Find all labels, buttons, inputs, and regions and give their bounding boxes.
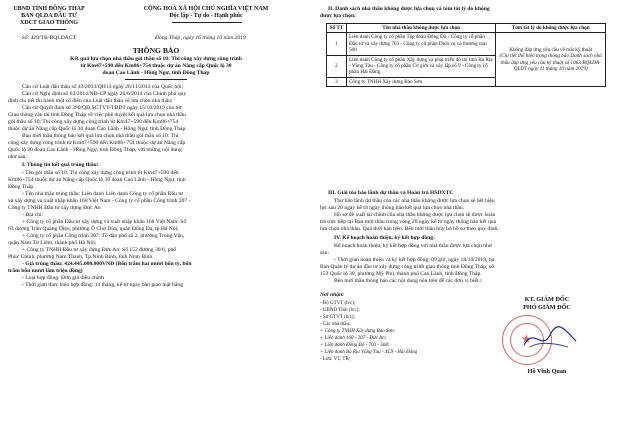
bidder-name: Công ty TNHH Xây dựng Bảo Sơn	[346, 77, 495, 86]
section-1-heading: I. Thông tin kết quả trúng thầu:	[22, 162, 99, 168]
section-2-heading: II. Danh sách nhà thầu không được lựa chọn và tóm tắt lý do không	[328, 6, 490, 12]
item-line: - Địa chỉ:	[22, 212, 44, 218]
item-line: 63 đường Trần Quang Diệu, phường Ô Chợ Dừa, quận Đống Đa, tp Hà Nội;	[8, 226, 179, 232]
item-line: Công ty TNHH Đầu tư xây dựng Đức An	[8, 205, 101, 211]
sec3-line: Hồ sơ đề xuất tài chính của nhà thầu không được lựa chọn sẽ được hoàn	[334, 212, 496, 218]
sec4-line: Bên mời thầu thông báo các nội dung nêu trên để các đơn vị biết./.	[334, 278, 483, 284]
recipient-item: + Liên danh Bà Rịa Vũng Tàu - XL9 - Hải Đăng	[320, 350, 418, 355]
sec4-line: 153 Quốc lộ 30, phường Mỹ Phú, thành phố Cao Lãnh, tỉnh Đồng Tháp.	[320, 271, 482, 277]
sec3-line: trả trực tiếp tại Ban mời thầu trong vòng 20 ngày kể từ ngày thông báo kết quả	[320, 219, 497, 225]
item-line: + Công ty cổ phần Đầu tư xây dựng và xuất nhập khẩu 168 Việt Nam: Số	[22, 219, 187, 225]
item-line: Đồng Tháp.	[8, 184, 35, 190]
org-divider	[30, 29, 66, 30]
body-line: Căn cứ Quyết định số 390/QĐ.SGTVT-TĐDT ngày 15/10/2019 của Sở	[22, 105, 182, 111]
body-line: thuộc dự án Nâng cấp Quốc lộ 30 đoạn Cao Lãnh - Hồng Ngự, tỉnh Đồng Tháp.	[8, 126, 187, 132]
recipient-item: - Sở GTVT (b/c);	[320, 315, 355, 320]
recipients-title: Nơi nhận:	[320, 292, 344, 298]
sec4-line: sau:	[320, 250, 330, 256]
item-line: quận Nam Từ Liêm, thành phố Hà Nội;	[8, 240, 97, 246]
table-row	[327, 33, 606, 55]
rejected-bidders-table	[326, 23, 606, 87]
section-4-heading: IV. Kế hoạch hoàn thiện, ký kết hợp đồng:	[334, 235, 435, 241]
recipient-item: - Các nhà thầu:	[320, 322, 351, 327]
notice-title: THÔNG BÁO	[132, 46, 180, 55]
body-line: định chi tiết thi hành một số điều của Luật đấu thầu về lựa chọn nhà thầu;	[8, 98, 173, 104]
rejection-reason	[496, 33, 606, 87]
republic-header: CỘNG HOÀ XÃ HỘI CHỦ NGHĨA VIỆT NAM	[143, 6, 269, 12]
item-line: - Loại hợp đồng: Đơn giá điều chỉnh	[22, 275, 104, 281]
section-3-heading: III. Giải tỏa bảo lãnh dự thầu và Hoàn trả HSDXTC	[328, 190, 454, 196]
body-line: gói thầu số 10: Thi công xây dựng công trình từ Km47+590 đến Km86+754	[8, 119, 179, 125]
signer-name: Hồ Vĩnh Quan	[527, 368, 567, 375]
body-line: Căn cứ Luật đấu thầu số 43/2013/QH13 ngày 26/11/2013 của Quốc hội;	[22, 84, 184, 90]
reason-detail: (Chi tiết thể hiện trong thông báo Danh sách nhà thầu đáp ứng yêu cầu kỹ thuật số 1063/BQLDA-QLDT ngày 11 tháng 10 năm 2019)	[499, 53, 602, 73]
item-line: Phúc Chỉnh, phường Nam Thành, Tp.Ninh Bình, tỉnh Ninh Bình	[8, 254, 153, 260]
bid-price-line: - Giá trúng thầu: 424.445.000.000VNĐ (Bốn trăm hai mươi bốn tỷ, bốn	[22, 261, 192, 267]
sec4-line: - Thời gian hoàn thiện và ký kết hợp đồng: 09 giờ, ngày 18/10/2019, tại	[334, 257, 495, 263]
org-subname: BAN QLDA ĐẦU TƯ	[21, 13, 77, 19]
org-name: UBND TỈNH ĐỒNG THÁP	[13, 6, 85, 12]
item-line: - Thời gian thực hiện hợp đồng: 14 tháng, kể từ ngày bàn giao mặt bằng	[22, 282, 184, 288]
item-line: + Công ty TNHH Đầu tư xây dựng Đức An: Số 152 đường 30/6, phố	[22, 247, 177, 253]
section-2-heading-cont: được lựa chọn:	[320, 13, 356, 19]
sec3-line: lực sau 20 ngày kể từ ngày thông báo kết quả lựa chọn nhà thầu.	[320, 205, 465, 211]
body-line: Căn cứ Nghị định số 63/2014/NĐ-CP ngày 26/6/2014 của Chính phủ quy	[22, 91, 187, 97]
motto: Độc lập - Tự do - Hạnh phúc	[169, 13, 243, 19]
row-number: 2	[327, 55, 347, 77]
motto-divider	[172, 22, 242, 23]
body-line: như sau:	[8, 154, 28, 160]
doc-number: Số: 429/TB-BQLDAGT	[21, 35, 77, 41]
subtitle-line-1: Kết quả lựa chọn nhà thầu gói thầu số 10: Thi công xây dựng công trình	[70, 56, 242, 62]
item-line: và xây dựng và xuất nhập khẩu 168 Việt Nam - Công ty cổ phần Công trình 207 -	[8, 198, 191, 204]
recipient-item: + Công ty TNHH Xây dựng Bảo Sơn;	[320, 329, 396, 334]
bidder-name: Liên danh Công ty cổ phần Tập đoàn Đông Đô - Công ty cổ phần Đầu tư và xây dựng 703 - Công ty cổ phần Dịch vụ và thương mại 568	[346, 33, 495, 55]
title-divider	[125, 79, 187, 80]
bid-price-line: trăm bốn mươi lăm triệu đồng)	[8, 268, 83, 274]
recipient-item: + Liên danh Đông Đô - 703 - 568;	[320, 343, 390, 348]
col-header-reason: Tóm tắt lý do không được lựa chọn	[496, 24, 606, 33]
recipient-item: + Liên danh 168 - 207 - Đức An;	[320, 336, 387, 341]
item-line: Km86+754 thuộc dự án Nâng cấp Quốc lộ 30 đoạn Cao Lãnh - Hồng Ngự, tỉnh	[8, 177, 186, 183]
item-line: - Tên nhà thầu trúng thầu: Liên danh Liên danh Công ty cổ phần Đầu tư	[22, 191, 183, 197]
sec3-line: Thư bảo lãnh dự thầu của các nhà thầu không được lựa chọn sẽ hết hiệu	[334, 198, 495, 204]
sec3-line: lựa chọn nhà thầu. Quá thời hạn trên, Bên mời thầu hủy bỏ hồ sơ theo quy định.	[320, 226, 499, 232]
body-line: Quốc lộ 30 đoạn Cao Lãnh - Hồng Ngự, tỉnh Đồng Tháp, với những nội dung	[8, 147, 182, 153]
star-icon: ★	[521, 332, 532, 346]
recipient-item: - Lưu: VT, TR;	[320, 357, 351, 362]
sec4-line: Ban Quản lý dự án đầu tư xây dựng công trình giao thông tỉnh Đồng Tháp, số	[320, 264, 494, 270]
body-line: công xây dựng công trình từ Km47+590 đến Km86+754 thuộc dự án Nâng cấp	[8, 140, 186, 146]
subtitle-line-3: đoạn Cao Lãnh - Hồng Ngự, tỉnh Đồng Tháp	[102, 70, 210, 76]
table-header-row	[327, 24, 606, 33]
recipient-item: - Bộ GTVT (b/c);	[320, 301, 356, 306]
body-line: Ban mời thầu thông báo kết quả lựa chọn nhà thầu gói thầu số 10: Thi	[22, 133, 179, 139]
bidder-name: Liên danh Công ty cổ phần Xây dựng và phát triển đô thị tỉnh Bà Rịa - Vũng Tàu - Công ty cổ phần Cơ giới và xây lắp số 9 - Công ty cổ phần Hải Đăng	[346, 55, 495, 77]
recipient-item: - UBND Tỉnh (b/c);	[320, 308, 360, 313]
right-page	[312, 0, 624, 432]
body-line: Giao thông vận tải tỉnh Đồng Tháp về việc phê duyệt kết quả lựa chọn nhà thầu	[8, 112, 186, 118]
signer-role-2: PHÓ GIÁM ĐỐC	[523, 304, 571, 311]
col-header-name: Tên nhà thầu không được lựa chọn	[346, 24, 495, 33]
row-number: 1	[327, 33, 347, 55]
signature-mark	[520, 325, 580, 353]
col-header-no: Số TT	[327, 24, 347, 33]
sec4-line: Kế hoạch hoàn thiện, ký kết hợp đồng với nhà thầu được lựa chọn như	[334, 243, 492, 249]
item-line: - Tên gói thầu số 10: Thi công xây dựng công trình từ Km47+590 đến	[22, 170, 179, 176]
item-line: + Công ty cổ phần Công trình 207: Tổ dân phố số 3, phường Trung Văn,	[22, 233, 185, 239]
doc-date: Đồng Tháp, ngày 16 tháng 10 năm 2019	[155, 35, 246, 41]
reason-main: Không đáp ứng yêu cầu về mặt kỹ thuật	[509, 47, 593, 54]
subtitle-line-2: từ Km47+590 đến Km86+754 thuộc dự án Nâng cấp Quốc lộ 30	[80, 63, 232, 69]
org-subname-2: XDCT GIAO THÔNG	[19, 20, 79, 26]
signer-role: KT. GIÁM ĐỐC	[524, 296, 570, 303]
row-number: 3	[327, 77, 347, 86]
